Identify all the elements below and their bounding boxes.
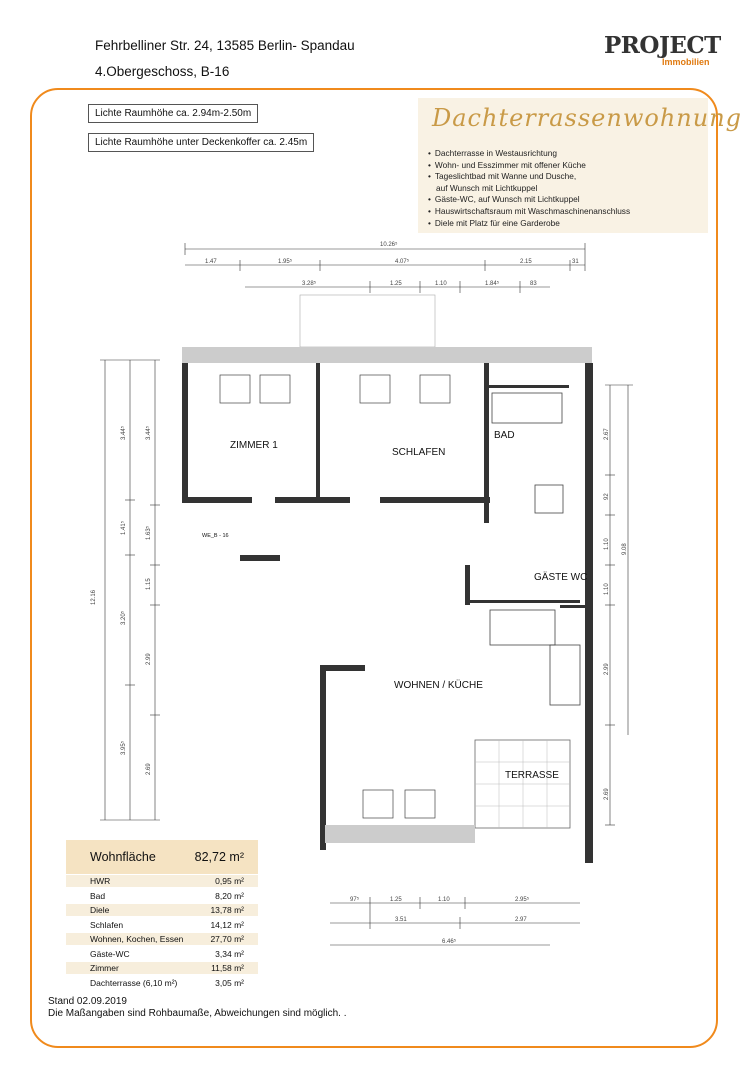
dim-top: 1.95⁵ bbox=[278, 259, 293, 265]
feature-item: auf Wunsch mit Lichtkuppel bbox=[436, 182, 538, 193]
dim-top: 4.07⁵ bbox=[395, 259, 410, 265]
dim-bottom: 1.25 bbox=[390, 897, 402, 903]
area-table bbox=[66, 840, 258, 992]
area-row-value: 27,70 m² bbox=[210, 934, 244, 944]
area-row-name: Diele bbox=[90, 905, 110, 915]
shower bbox=[535, 485, 563, 513]
dim-left-total: 12.16 bbox=[91, 589, 97, 605]
area-label: Wohnfläche bbox=[90, 850, 156, 864]
logo-main: PROJECT bbox=[604, 32, 721, 59]
dim-bottom-total: 6.46⁵ bbox=[442, 939, 457, 945]
area-row-value: 11,58 m² bbox=[211, 963, 244, 973]
area-row-name: Zimmer bbox=[90, 963, 119, 973]
room-bad: BAD bbox=[494, 430, 515, 441]
room-schlafen: SCHLAFEN bbox=[392, 447, 446, 458]
logo-sub: Immobilien bbox=[662, 57, 710, 67]
dim-top: 83 bbox=[530, 281, 537, 287]
dim-top: 1.84⁵ bbox=[485, 281, 500, 287]
area-row-value: 3,34 m² bbox=[215, 948, 244, 959]
feature-item: • Tageslichtbad mit Wanne und Dusche, bbox=[428, 171, 630, 183]
dim-top: 1.47 bbox=[205, 259, 217, 265]
promo-title: Dachterrassenwohnung bbox=[432, 104, 743, 132]
dim-right: 2.99 bbox=[604, 663, 610, 675]
area-row-name: Dachterrasse (6,10 m²) bbox=[90, 977, 178, 988]
area-row-name: Schlafen bbox=[90, 919, 124, 930]
area-row-value: 3,05 m² bbox=[215, 977, 244, 988]
dim-top-total: 10.26⁵ bbox=[380, 242, 398, 248]
address-line-2: 4.Obergeschoss, B-16 bbox=[95, 64, 230, 79]
dim-right: 92 bbox=[604, 493, 610, 500]
area-row bbox=[66, 977, 258, 989]
dim-right: 1.10 bbox=[604, 538, 610, 550]
area-row bbox=[66, 919, 258, 931]
promo-box bbox=[418, 98, 743, 233]
footer-note bbox=[48, 996, 347, 1019]
area-row-name: Bad bbox=[90, 890, 106, 901]
dim-bottom: 97⁵ bbox=[350, 897, 360, 903]
address-line-1: Fehrbelliner Str. 24, 13585 Berlin- Spandau bbox=[95, 38, 355, 53]
dim-top: 2.15 bbox=[520, 259, 532, 265]
dim-left: 1.15 bbox=[146, 578, 152, 590]
area-row bbox=[66, 875, 258, 887]
area-row bbox=[66, 933, 258, 945]
dim-left: 2.99 bbox=[146, 653, 152, 665]
dim-top: 1.10 bbox=[435, 281, 447, 287]
area-row bbox=[66, 890, 258, 902]
height-note-1: Lichte Raumhöhe ca. 2.94m-2.50m bbox=[88, 104, 258, 123]
area-table-header bbox=[66, 840, 258, 874]
feature-item: • Wohn- und Esszimmer mit offener Küche bbox=[428, 160, 630, 172]
height-note-2: Lichte Raumhöhe unter Deckenkoffer ca. 2.45m bbox=[88, 133, 314, 152]
feature-item: • Diele mit Platz für eine Garderobe bbox=[428, 218, 630, 230]
dim-right: 2.69 bbox=[604, 788, 610, 800]
dim-right: 2.67 bbox=[604, 428, 610, 440]
area-row-name: Gäste-WC bbox=[90, 948, 130, 959]
dim-bottom: 1.10 bbox=[438, 897, 450, 903]
dim-left: 3.20⁵ bbox=[121, 610, 127, 625]
kitchen-side bbox=[550, 645, 580, 705]
area-total: 82,72 m² bbox=[194, 850, 244, 864]
dim-bottom: 3.51 bbox=[395, 917, 407, 923]
dim-left: 3.44⁵ bbox=[146, 425, 152, 440]
dim-bottom: 2.97 bbox=[515, 917, 527, 923]
room-zimmer1: ZIMMER 1 bbox=[230, 440, 278, 451]
dim-left: 1.63⁵ bbox=[146, 525, 152, 540]
dim-bottom: 2.95⁵ bbox=[515, 897, 530, 903]
area-row-value: 8,20 m² bbox=[215, 890, 244, 901]
area-row-name: HWR bbox=[90, 876, 111, 886]
room-wohnen-kueche: WOHNEN / KÜCHE bbox=[394, 680, 483, 691]
disclaimer: Die Maßangaben sind Rohbaumaße, Abweichungen sind möglich. . bbox=[48, 1007, 347, 1019]
area-row bbox=[66, 962, 258, 974]
dim-top: 31 bbox=[572, 259, 579, 265]
roof-edge-top bbox=[182, 347, 592, 363]
room-gaeste-wc: GÄSTE WC bbox=[534, 572, 588, 583]
area-row-value: 14,12 m² bbox=[210, 919, 244, 930]
project-logo bbox=[600, 30, 720, 70]
area-row-name: Wohnen, Kochen, Essen bbox=[90, 934, 184, 944]
area-row bbox=[66, 948, 258, 960]
area-row-value: 13,78 m² bbox=[210, 905, 244, 915]
dim-top: 1.25 bbox=[390, 281, 402, 287]
dim-left: 2.69 bbox=[146, 763, 152, 775]
feature-item: • Gäste-WC, auf Wunsch mit Lichtkuppel bbox=[428, 194, 630, 206]
room-terrasse: TERRASSE bbox=[505, 770, 559, 781]
dim-left: 3.44⁵ bbox=[121, 425, 127, 440]
roof-window-top bbox=[300, 295, 435, 347]
dim-top: 3.28⁵ bbox=[302, 281, 317, 287]
entry-label: WE_B - 16 bbox=[202, 533, 229, 539]
area-row-value: 0,95 m² bbox=[215, 876, 244, 886]
feature-list bbox=[428, 148, 630, 229]
bathtub bbox=[492, 393, 562, 423]
roof-edge-bottom bbox=[325, 825, 475, 843]
dim-left: 3.95⁵ bbox=[121, 740, 127, 755]
feature-item: • Hauswirtschaftsraum mit Waschmaschinenanschluss bbox=[428, 206, 630, 218]
dim-right-total: 9.08 bbox=[622, 543, 628, 555]
feature-item: • Dachterrasse in Westausrichtung bbox=[428, 148, 630, 160]
area-row bbox=[66, 904, 258, 916]
dim-right: 1.10 bbox=[604, 583, 610, 595]
dim-left: 1.41⁵ bbox=[121, 520, 127, 535]
kitchen-counter bbox=[490, 610, 555, 645]
stand-date: Stand 02.09.2019 bbox=[48, 996, 127, 1007]
